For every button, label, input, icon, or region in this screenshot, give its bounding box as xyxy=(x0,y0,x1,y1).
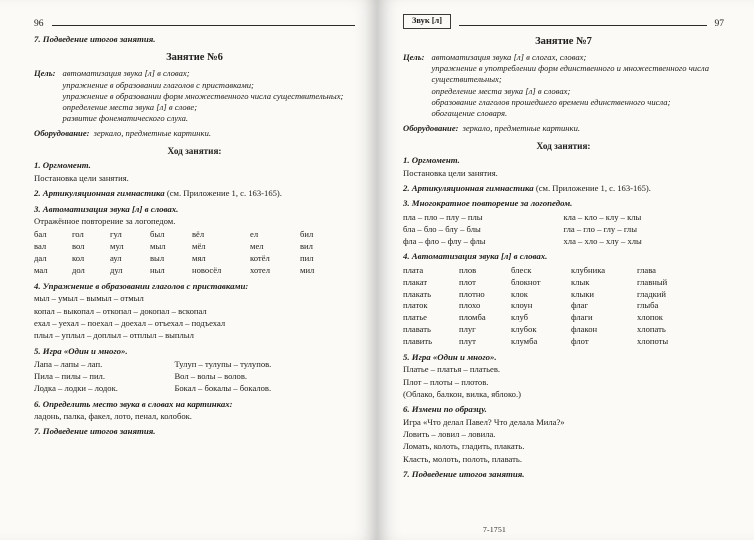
word-cell: флот xyxy=(571,335,589,346)
page-number-right: 97 xyxy=(714,18,724,29)
word-cell: флакон xyxy=(571,324,598,335)
syllable-cell: гла – гло – глу – глы xyxy=(563,223,637,234)
word-cell: клыки xyxy=(571,288,595,299)
equipment-text: зеркало, предметные картинки. xyxy=(93,128,212,139)
header-rule-right xyxy=(459,25,706,26)
change-line: Класть, молоть, полоть, плавать. xyxy=(403,453,522,464)
word-cell: дол xyxy=(72,264,85,275)
game-line: (Облако, балкон, вилка, яблоко.) xyxy=(403,388,521,399)
word-cell: клык xyxy=(571,276,590,287)
item-2-heading: 2. Артикуляционная гимнастика xyxy=(34,188,165,199)
item-3-text: Отражённое повторение за логопедом. xyxy=(34,216,176,227)
item-6-text: ладонь, палка, факел, лото, пенал, колобок. xyxy=(34,411,192,422)
word-cell: кол xyxy=(72,253,85,264)
game-cell: Лодка – лодки – лодок. xyxy=(34,382,118,393)
word-cell: плотно xyxy=(459,288,485,299)
word-cell: главный xyxy=(637,276,668,287)
word-cell: был xyxy=(150,229,165,240)
word-cell: клуб xyxy=(511,312,529,323)
word-cell: вал xyxy=(34,241,47,252)
word-cell: дал xyxy=(34,253,47,264)
word-cell: клоун xyxy=(511,300,533,311)
goal-item: обогащение словаря. xyxy=(431,107,508,118)
item-2-reference: (см. Приложение 1, с. 163-165). xyxy=(535,182,651,193)
item-1-text: Постановка цели занятия. xyxy=(403,167,498,178)
word-cell: дул xyxy=(110,264,123,275)
word-cell: мел xyxy=(250,241,264,252)
change-line: Игра «Что делал Павел? Что делала Мила?» xyxy=(403,416,565,427)
word-cell: клумба xyxy=(511,335,538,346)
word-cell: вил xyxy=(300,241,313,252)
header-rule-left xyxy=(52,25,356,26)
page-97 xyxy=(377,0,754,540)
game-columns xyxy=(34,359,355,395)
syllable-cell: кла – кло – клу – клы xyxy=(563,211,642,222)
goal-list xyxy=(62,68,355,124)
word-cell: плавить xyxy=(403,335,433,346)
word-cell: мёл xyxy=(192,241,206,252)
word-cell: мил xyxy=(300,264,315,275)
equipment-label: Оборудование: xyxy=(403,123,459,134)
item-2 xyxy=(34,188,355,199)
lesson7-goal-section xyxy=(403,52,724,119)
word-cell: ныл xyxy=(150,264,165,275)
word-cell: гладкий xyxy=(637,288,666,299)
item-7: 7. Подведение итогов занятия. xyxy=(403,469,525,480)
page-97-header xyxy=(403,14,724,29)
game-line: Плот – плоты – плотов. xyxy=(403,376,489,387)
word-cell: вол xyxy=(72,241,85,252)
item-3: 3. Автоматизация звука [л] в словах. xyxy=(34,203,179,214)
game-cell: Пила – пилы – пил. xyxy=(34,370,105,381)
word-cell: плов xyxy=(459,264,477,275)
word-cell: глава xyxy=(637,264,656,275)
page-96-header xyxy=(34,14,355,29)
word-cell: плохо xyxy=(459,300,481,311)
word-cell: плавать xyxy=(403,324,431,335)
word-cell: пломба xyxy=(459,312,486,323)
item-6: 6. Измени по образцу. xyxy=(403,404,487,415)
goal-label: Цель: xyxy=(34,68,56,79)
syllable-cell: фла – фло – флу – флы xyxy=(403,235,486,246)
word-cell: мыл xyxy=(150,241,166,252)
item-6: 6. Определить место звука в словах на картинках: xyxy=(34,398,233,409)
word-cell: гол xyxy=(72,229,84,240)
word-cell: пил xyxy=(300,253,314,264)
prefix-line: копал – выкопал – откопал – докопал – вскопал xyxy=(34,305,207,316)
word-cell: бал xyxy=(34,229,47,240)
word-cell: ел xyxy=(250,229,259,240)
word-cell: хлопок xyxy=(637,312,663,323)
printers-mark: 7-1751 xyxy=(483,525,507,534)
syllable-cell: бла – бло – блу – блы xyxy=(403,223,481,234)
word-cell: блеск xyxy=(511,264,532,275)
word-cell: плот xyxy=(459,276,476,287)
page-number-left: 96 xyxy=(34,18,44,29)
word-table-lesson6 xyxy=(34,229,355,276)
lesson6-goal-section xyxy=(34,68,355,124)
goal-list xyxy=(431,52,724,119)
item-1: 1. Оргмомент. xyxy=(403,155,460,166)
game-cell: Вол – волы – волов. xyxy=(174,370,248,381)
goal-item: развитие фонематического слуха. xyxy=(62,113,189,124)
item-2-reference: (см. Приложение 1, с. 163-165). xyxy=(166,188,282,199)
equipment-text: зеркало, предметные картинки. xyxy=(462,123,581,134)
item-3: 3. Многократное повторение за логопедом. xyxy=(403,198,573,209)
goal-item: упражнение в образовании форм множественного числа существительных; xyxy=(62,90,344,101)
equipment-label: Оборудование: xyxy=(34,128,90,139)
word-cell: аул xyxy=(110,253,122,264)
goal-item: упражнение в образовании глаголов с приставками; xyxy=(62,79,254,90)
word-cell: мул xyxy=(110,241,124,252)
word-cell: плакать xyxy=(403,288,432,299)
change-line: Ловить – ловил – ловила. xyxy=(403,429,496,440)
item-7: 7. Подведение итогов занятия. xyxy=(34,426,156,437)
item-2-heading: 2. Артикуляционная гимнастика xyxy=(403,182,534,193)
lesson6-title: Занятие №6 xyxy=(166,52,223,64)
word-cell: гул xyxy=(110,229,122,240)
word-cell: плакат xyxy=(403,276,428,287)
item-2 xyxy=(403,183,724,194)
goal-item: образование глаголов прошедшего времени единственного числа; xyxy=(431,96,671,107)
goal-item: определение места звука [л] в словах; xyxy=(431,85,571,96)
word-cell: выл xyxy=(150,253,165,264)
syllable-cell: хла – хло – хлу – хлы xyxy=(563,235,642,246)
course-heading: Ход занятия: xyxy=(167,146,222,157)
word-cell: бил xyxy=(300,229,314,240)
word-cell: новосёл xyxy=(192,264,222,275)
word-cell: платок xyxy=(403,300,428,311)
prefix-line: ехал – уехал – поехал – доехал – отъехал – подъехал xyxy=(34,317,226,328)
goal-item: автоматизация звука [л] в слогах, словах; xyxy=(431,52,587,62)
game-line: Платье – платья – платьев. xyxy=(403,364,501,375)
word-cell: флаг xyxy=(571,300,588,311)
word-cell: платье xyxy=(403,312,427,323)
word-table-lesson7 xyxy=(403,265,724,348)
item-4: 4. Упражнение в образовании глаголов с приставками: xyxy=(34,280,249,291)
word-cell: глыба xyxy=(637,300,659,311)
word-cell: котёл xyxy=(250,253,270,264)
word-cell: плут xyxy=(459,335,476,346)
word-cell: флаги xyxy=(571,312,593,323)
goal-item: автоматизация звука [л] в словах; xyxy=(62,68,190,79)
word-cell: блокнот xyxy=(511,276,541,287)
item-5: 5. Игра «Один и много». xyxy=(34,345,128,356)
word-cell: мял xyxy=(192,253,206,264)
running-title-box: Звук [л] xyxy=(403,14,451,29)
goal-item: упражнение в употреблении форм единственного и множественного числа существительных; xyxy=(431,63,710,85)
game-cell: Тулуп – тулупы – тулупов. xyxy=(174,359,272,370)
change-line: Ломать, колоть, гладить, плакать. xyxy=(403,441,525,452)
lesson5-closing-item: 7. Подведение итогов занятия. xyxy=(34,34,156,44)
word-cell: хотел xyxy=(250,264,271,275)
word-cell: хлопоты xyxy=(637,335,669,346)
item-4: 4. Автоматизация звука [л] в словах. xyxy=(403,251,548,262)
syllable-cell: пла – пло – плу – плы xyxy=(403,211,483,222)
word-cell: клок xyxy=(511,288,528,299)
equipment-line xyxy=(34,128,355,139)
word-cell: клубок xyxy=(511,324,537,335)
prefix-line: мыл – умыл – вымыл – отмыл xyxy=(34,293,144,304)
word-cell: хлопать xyxy=(637,324,666,335)
lesson7-title: Занятие №7 xyxy=(535,36,592,47)
goal-item: определение места звука [л] в слове; xyxy=(62,101,198,112)
word-cell: плата xyxy=(403,264,424,275)
prefix-line: плыл – уплыл – доплыл – отплыл – выплыл xyxy=(34,330,194,341)
game-cell: Лапа – лапы – лап. xyxy=(34,359,103,370)
goal-label: Цель: xyxy=(403,52,425,62)
item-1: 1. Оргмомент. xyxy=(34,160,91,171)
word-cell: плуг xyxy=(459,324,476,335)
game-cell: Бокал – бокалы – бокалов. xyxy=(174,382,272,393)
word-cell: мал xyxy=(34,264,48,275)
course-heading: Ход занятия: xyxy=(536,141,591,152)
equipment-line xyxy=(403,123,724,134)
item-1-text: Постановка цели занятия. xyxy=(34,172,129,183)
item-5: 5. Игра «Один и много». xyxy=(403,351,497,362)
word-cell: вёл xyxy=(192,229,205,240)
syllable-table xyxy=(403,212,724,248)
word-cell: клубника xyxy=(571,264,606,275)
